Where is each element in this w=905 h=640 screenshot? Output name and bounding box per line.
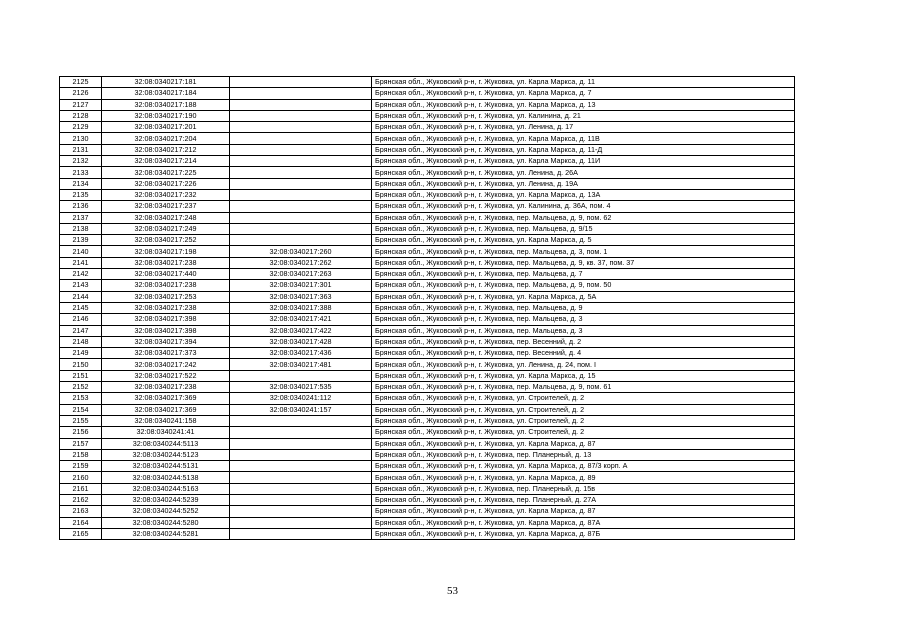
table-row	[60, 393, 795, 404]
address-cell: Брянская обл., Жуковский р-н, г. Жуковка, пер. Мальцева, д. 3	[372, 314, 795, 325]
table-row	[60, 382, 795, 393]
table-row	[60, 257, 795, 268]
address-cell: Брянская обл., Жуковский р-н, г. Жуковка, пер. Мальцева, д. 3	[372, 325, 795, 336]
linked-cadastral-number-cell	[230, 189, 372, 200]
address-cell: Брянская обл., Жуковский р-н, г. Жуковка, ул. Строителей, д. 2	[372, 404, 795, 415]
address-cell: Брянская обл., Жуковский р-н, г. Жуковка, ул. Карла Маркса, д. 87	[372, 438, 795, 449]
cadastral-number-cell: 32:08:0340217:369	[102, 404, 230, 415]
row-number-cell: 2161	[60, 483, 102, 494]
table-row	[60, 133, 795, 144]
address-cell: Брянская обл., Жуковский р-н, г. Жуковка, пер. Мальцева, д. 9, кв. 37, пом. 37	[372, 257, 795, 268]
address-cell: Брянская обл., Жуковский р-н, г. Жуковка, ул. Строителей, д. 2	[372, 393, 795, 404]
row-number-cell: 2153	[60, 393, 102, 404]
cadastral-number-cell: 32:08:0340244:5280	[102, 517, 230, 528]
cadastral-number-cell: 32:08:0340244:5163	[102, 483, 230, 494]
cadastral-number-cell: 32:08:0340244:5252	[102, 506, 230, 517]
table-row	[60, 223, 795, 234]
row-number-cell: 2142	[60, 269, 102, 280]
cadastral-number-cell: 32:08:0340217:201	[102, 122, 230, 133]
table-row	[60, 348, 795, 359]
table-row	[60, 314, 795, 325]
linked-cadastral-number-cell	[230, 506, 372, 517]
linked-cadastral-number-cell: 32:08:0340217:388	[230, 302, 372, 313]
row-number-cell: 2141	[60, 257, 102, 268]
linked-cadastral-number-cell: 32:08:0340217:421	[230, 314, 372, 325]
linked-cadastral-number-cell	[230, 223, 372, 234]
address-cell: Брянская обл., Жуковский р-н, г. Жуковка, ул. Карла Маркса, д. 87/3 корп. А	[372, 461, 795, 472]
linked-cadastral-number-cell	[230, 472, 372, 483]
table-row	[60, 472, 795, 483]
linked-cadastral-number-cell: 32:08:0340217:363	[230, 291, 372, 302]
cadastral-number-cell: 32:08:0340217:398	[102, 325, 230, 336]
linked-cadastral-number-cell: 32:08:0340217:422	[230, 325, 372, 336]
row-number-cell: 2138	[60, 223, 102, 234]
row-number-cell: 2160	[60, 472, 102, 483]
address-cell: Брянская обл., Жуковский р-н, г. Жуковка, пер. Мальцева, д. 7	[372, 269, 795, 280]
cadastral-number-cell: 32:08:0340217:248	[102, 212, 230, 223]
table-row	[60, 302, 795, 313]
address-cell: Брянская обл., Жуковский р-н, г. Жуковка, ул. Карла Маркса, д. 87Б	[372, 528, 795, 539]
linked-cadastral-number-cell	[230, 110, 372, 121]
row-number-cell: 2164	[60, 517, 102, 528]
linked-cadastral-number-cell: 32:08:0340217:263	[230, 269, 372, 280]
linked-cadastral-number-cell: 32:08:0340217:262	[230, 257, 372, 268]
table-row	[60, 269, 795, 280]
linked-cadastral-number-cell	[230, 77, 372, 88]
address-cell: Брянская обл., Жуковский р-н, г. Жуковка, ул. Карла Маркса, д. 5	[372, 235, 795, 246]
address-cell: Брянская обл., Жуковский р-н, г. Жуковка, ул. Строителей, д. 2	[372, 427, 795, 438]
address-cell: Брянская обл., Жуковский р-н, г. Жуковка, ул. Карла Маркса, д. 11В	[372, 133, 795, 144]
cadastral-number-cell: 32:08:0340217:238	[102, 280, 230, 291]
table-row	[60, 291, 795, 302]
address-cell: Брянская обл., Жуковский р-н, г. Жуковка, пер. Мальцева, д. 9, пом. 50	[372, 280, 795, 291]
cadastral-number-cell: 32:08:0340217:242	[102, 359, 230, 370]
table-row	[60, 235, 795, 246]
address-cell: Брянская обл., Жуковский р-н, г. Жуковка, ул. Калинина, д. 21	[372, 110, 795, 121]
address-cell: Брянская обл., Жуковский р-н, г. Жуковка, ул. Карла Маркса, д. 11-Д	[372, 144, 795, 155]
table-row	[60, 280, 795, 291]
linked-cadastral-number-cell	[230, 88, 372, 99]
row-number-cell: 2155	[60, 415, 102, 426]
table-row	[60, 449, 795, 460]
table-row	[60, 122, 795, 133]
row-number-cell: 2147	[60, 325, 102, 336]
cadastral-number-cell: 32:08:0340217:198	[102, 246, 230, 257]
linked-cadastral-number-cell: 32:08:0340241:112	[230, 393, 372, 404]
linked-cadastral-number-cell	[230, 483, 372, 494]
row-number-cell: 2156	[60, 427, 102, 438]
cadastral-number-cell: 32:08:0340217:522	[102, 370, 230, 381]
table-row	[60, 212, 795, 223]
row-number-cell: 2130	[60, 133, 102, 144]
page-number: 53	[447, 585, 458, 597]
linked-cadastral-number-cell: 32:08:0340217:436	[230, 348, 372, 359]
row-number-cell: 2137	[60, 212, 102, 223]
linked-cadastral-number-cell	[230, 167, 372, 178]
row-number-cell: 2154	[60, 404, 102, 415]
table-row	[60, 88, 795, 99]
address-cell: Брянская обл., Жуковский р-н, г. Жуковка, ул. Строителей, д. 2	[372, 415, 795, 426]
cadastral-number-cell: 32:08:0340217:249	[102, 223, 230, 234]
table-row	[60, 359, 795, 370]
table-row	[60, 77, 795, 88]
cadastral-number-cell: 32:08:0340244:5239	[102, 494, 230, 505]
cadastral-number-cell: 32:08:0340217:184	[102, 88, 230, 99]
address-cell: Брянская обл., Жуковский р-н, г. Жуковка, ул. Ленина, д. 24, пом. I	[372, 359, 795, 370]
linked-cadastral-number-cell	[230, 494, 372, 505]
address-cell: Брянская обл., Жуковский р-н, г. Жуковка, ул. Ленина, д. 19А	[372, 178, 795, 189]
cadastral-number-cell: 32:08:0340244:5138	[102, 472, 230, 483]
table-row	[60, 494, 795, 505]
linked-cadastral-number-cell	[230, 178, 372, 189]
row-number-cell: 2148	[60, 336, 102, 347]
cadastral-number-cell: 32:08:0340217:181	[102, 77, 230, 88]
linked-cadastral-number-cell	[230, 517, 372, 528]
cadastral-number-cell: 32:08:0340217:214	[102, 156, 230, 167]
table-row	[60, 144, 795, 155]
address-cell: Брянская обл., Жуковский р-н, г. Жуковка, ул. Ленина, д. 26А	[372, 167, 795, 178]
row-number-cell: 2136	[60, 201, 102, 212]
address-cell: Брянская обл., Жуковский р-н, г. Жуковка, пер. Мальцева, д. 9/15	[372, 223, 795, 234]
row-number-cell: 2133	[60, 167, 102, 178]
table-row	[60, 528, 795, 539]
address-cell: Брянская обл., Жуковский р-н, г. Жуковка, ул. Карла Маркса, д. 7	[372, 88, 795, 99]
linked-cadastral-number-cell	[230, 235, 372, 246]
linked-cadastral-number-cell: 32:08:0340217:481	[230, 359, 372, 370]
row-number-cell: 2144	[60, 291, 102, 302]
linked-cadastral-number-cell: 32:08:0340217:428	[230, 336, 372, 347]
registry-table-body	[60, 77, 795, 540]
cadastral-number-cell: 32:08:0340217:204	[102, 133, 230, 144]
linked-cadastral-number-cell	[230, 438, 372, 449]
linked-cadastral-number-cell: 32:08:0340217:535	[230, 382, 372, 393]
linked-cadastral-number-cell	[230, 156, 372, 167]
linked-cadastral-number-cell	[230, 144, 372, 155]
cadastral-number-cell: 32:08:0340217:225	[102, 167, 230, 178]
address-cell: Брянская обл., Жуковский р-н, г. Жуковка, ул. Ленина, д. 17	[372, 122, 795, 133]
row-number-cell: 2152	[60, 382, 102, 393]
linked-cadastral-number-cell	[230, 449, 372, 460]
row-number-cell: 2143	[60, 280, 102, 291]
row-number-cell: 2135	[60, 189, 102, 200]
cadastral-number-cell: 32:08:0340244:5131	[102, 461, 230, 472]
row-number-cell: 2134	[60, 178, 102, 189]
table-row	[60, 370, 795, 381]
table-row	[60, 246, 795, 257]
address-cell: Брянская обл., Жуковский р-н, г. Жуковка, ул. Карла Маркса, д. 87А	[372, 517, 795, 528]
cadastral-number-cell: 32:08:0340241:41	[102, 427, 230, 438]
address-cell: Брянская обл., Жуковский р-н, г. Жуковка, пер. Планерный, д. 15в	[372, 483, 795, 494]
address-cell: Брянская обл., Жуковский р-н, г. Жуковка, ул. Карла Маркса, д. 11	[372, 77, 795, 88]
address-cell: Брянская обл., Жуковский р-н, г. Жуковка, пер. Мальцева, д. 3, пом. 1	[372, 246, 795, 257]
linked-cadastral-number-cell	[230, 122, 372, 133]
address-cell: Брянская обл., Жуковский р-н, г. Жуковка, пер. Мальцева, д. 9	[372, 302, 795, 313]
address-cell: Брянская обл., Жуковский р-н, г. Жуковка, ул. Калинина, д. 36А, пом. 4	[372, 201, 795, 212]
row-number-cell: 2165	[60, 528, 102, 539]
table-row	[60, 404, 795, 415]
linked-cadastral-number-cell	[230, 212, 372, 223]
linked-cadastral-number-cell	[230, 99, 372, 110]
table-row	[60, 517, 795, 528]
row-number-cell: 2145	[60, 302, 102, 313]
cadastral-number-cell: 32:08:0340217:373	[102, 348, 230, 359]
cadastral-number-cell: 32:08:0340217:238	[102, 302, 230, 313]
row-number-cell: 2163	[60, 506, 102, 517]
linked-cadastral-number-cell: 32:08:0340217:301	[230, 280, 372, 291]
address-cell: Брянская обл., Жуковский р-н, г. Жуковка, пер. Планерный, д. 13	[372, 449, 795, 460]
cadastral-number-cell: 32:08:0340217:252	[102, 235, 230, 246]
table-row	[60, 506, 795, 517]
row-number-cell: 2129	[60, 122, 102, 133]
cadastral-number-cell: 32:08:0340217:190	[102, 110, 230, 121]
row-number-cell: 2125	[60, 77, 102, 88]
cadastral-number-cell: 32:08:0340217:238	[102, 382, 230, 393]
address-cell: Брянская обл., Жуковский р-н, г. Жуковка, ул. Карла Маркса, д. 13А	[372, 189, 795, 200]
address-cell: Брянская обл., Жуковский р-н, г. Жуковка, пер. Весенний, д. 2	[372, 336, 795, 347]
cadastral-number-cell: 32:08:0340217:238	[102, 257, 230, 268]
cadastral-number-cell: 32:08:0340217:398	[102, 314, 230, 325]
linked-cadastral-number-cell	[230, 461, 372, 472]
row-number-cell: 2162	[60, 494, 102, 505]
cadastral-number-cell: 32:08:0340217:232	[102, 189, 230, 200]
address-cell: Брянская обл., Жуковский р-н, г. Жуковка, ул. Карла Маркса, д. 87	[372, 506, 795, 517]
address-cell: Брянская обл., Жуковский р-н, г. Жуковка, пер. Мальцева, д. 9, пом. 62	[372, 212, 795, 223]
row-number-cell: 2159	[60, 461, 102, 472]
cadastral-number-cell: 32:08:0340217:440	[102, 269, 230, 280]
table-row	[60, 461, 795, 472]
table-row	[60, 336, 795, 347]
address-cell: Брянская обл., Жуковский р-н, г. Жуковка, ул. Карла Маркса, д. 5А	[372, 291, 795, 302]
cadastral-number-cell: 32:08:0340217:253	[102, 291, 230, 302]
row-number-cell: 2149	[60, 348, 102, 359]
linked-cadastral-number-cell	[230, 201, 372, 212]
cadastral-number-cell: 32:08:0340217:188	[102, 99, 230, 110]
row-number-cell: 2151	[60, 370, 102, 381]
table-row	[60, 483, 795, 494]
table-row	[60, 156, 795, 167]
linked-cadastral-number-cell	[230, 133, 372, 144]
row-number-cell: 2158	[60, 449, 102, 460]
row-number-cell: 2139	[60, 235, 102, 246]
row-number-cell: 2127	[60, 99, 102, 110]
address-cell: Брянская обл., Жуковский р-н, г. Жуковка, ул. Карла Маркса, д. 15	[372, 370, 795, 381]
table-row	[60, 427, 795, 438]
cadastral-number-cell: 32:08:0340217:212	[102, 144, 230, 155]
linked-cadastral-number-cell: 32:08:0340241:157	[230, 404, 372, 415]
table-row	[60, 325, 795, 336]
cadastral-number-cell: 32:08:0340217:394	[102, 336, 230, 347]
address-cell: Брянская обл., Жуковский р-н, г. Жуковка, пер. Весенний, д. 4	[372, 348, 795, 359]
registry-table	[59, 76, 795, 540]
address-cell: Брянская обл., Жуковский р-н, г. Жуковка, ул. Карла Маркса, д. 89	[372, 472, 795, 483]
table-row	[60, 110, 795, 121]
cadastral-number-cell: 32:08:0340244:5123	[102, 449, 230, 460]
linked-cadastral-number-cell	[230, 528, 372, 539]
row-number-cell: 2128	[60, 110, 102, 121]
table-row	[60, 415, 795, 426]
cadastral-number-cell: 32:08:0340217:226	[102, 178, 230, 189]
table-row	[60, 167, 795, 178]
address-cell: Брянская обл., Жуковский р-н, г. Жуковка, ул. Карла Маркса, д. 11И	[372, 156, 795, 167]
cadastral-number-cell: 32:08:0340241:158	[102, 415, 230, 426]
cadastral-number-cell: 32:08:0340244:5113	[102, 438, 230, 449]
table-row	[60, 189, 795, 200]
address-cell: Брянская обл., Жуковский р-н, г. Жуковка, пер. Планерный, д. 27А	[372, 494, 795, 505]
row-number-cell: 2150	[60, 359, 102, 370]
row-number-cell: 2132	[60, 156, 102, 167]
cadastral-number-cell: 32:08:0340244:5281	[102, 528, 230, 539]
table-row	[60, 201, 795, 212]
row-number-cell: 2140	[60, 246, 102, 257]
linked-cadastral-number-cell	[230, 415, 372, 426]
row-number-cell: 2131	[60, 144, 102, 155]
cadastral-number-cell: 32:08:0340217:237	[102, 201, 230, 212]
row-number-cell: 2146	[60, 314, 102, 325]
cadastral-number-cell: 32:08:0340217:369	[102, 393, 230, 404]
table-row	[60, 178, 795, 189]
row-number-cell: 2126	[60, 88, 102, 99]
linked-cadastral-number-cell	[230, 370, 372, 381]
address-cell: Брянская обл., Жуковский р-н, г. Жуковка, пер. Мальцева, д. 9, пом. 61	[372, 382, 795, 393]
row-number-cell: 2157	[60, 438, 102, 449]
table-row	[60, 438, 795, 449]
linked-cadastral-number-cell	[230, 427, 372, 438]
linked-cadastral-number-cell: 32:08:0340217:260	[230, 246, 372, 257]
table-row	[60, 99, 795, 110]
address-cell: Брянская обл., Жуковский р-н, г. Жуковка, ул. Карла Маркса, д. 13	[372, 99, 795, 110]
